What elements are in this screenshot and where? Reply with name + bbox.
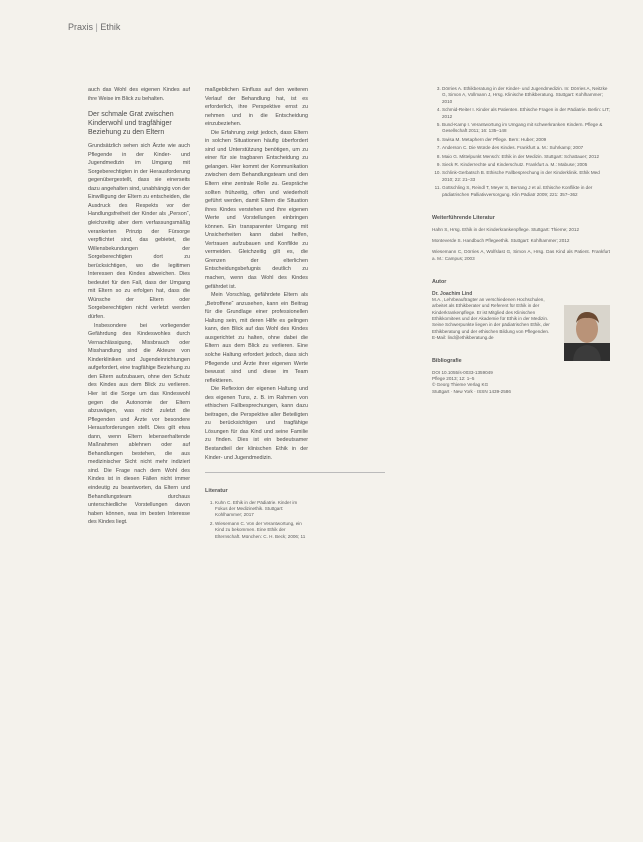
further-reading-item: Monteverde S. Handbuch Pflegeethik. Stuttgart: Kohlhammer; 2012 — [432, 238, 570, 244]
header-topic: Ethik — [100, 22, 121, 32]
bibliography-line: DOI 10.1055/s-0033-1359049 — [432, 369, 493, 375]
header-section: Praxis — [68, 22, 94, 32]
body-paragraph: Mein Vorschlag, gefährdete Eltern als „Betroffene“ anzusehen, kann ein Beitrag für die Grundlage einer professionellen Haltung sein, mit deren Hilfe es gelingen kann, den Blick auf das Wohl des Kindes ausgerichtet zu halten, ohne dabei die Eltern aus dem Blick zu verlieren. Eine solche Haltung erfordert jedoch, dass sich Pflegende und Ärzte ihrer eigenen Werte bewusst sind und diese im Team reflektieren. — [205, 292, 308, 384]
bibliography-line: © Georg Thieme Verlag KG — [432, 382, 489, 388]
literature-title: Literatur — [205, 488, 228, 495]
body-paragraph: Die Erfahrung zeigt jedoch, dass Eltern in solchen Situationen häufig überfordert sind und Unterstützung benötigen, um zu einer für sie tragbaren Entscheidung zu gelangen. Hier kommt der Kommunikation zwischen dem Behandlungsteam und den Eltern eine zentrale Rolle zu. Gespräche sollten frühzeitig, offen und wiederholt geführt werden, damit Eltern die Situation ihres Kindes verstehen und ihre eigenen Werte und Vorstellungen einbringen können. Ein transparenter Umgang mit Unsicherheiten kann dabei helfen, Vertrauen aufzubauen und Konflikte zu vermeiden. Gleichzeitig gilt es, die Grenzen der elterlichen Entscheidungsbefugnis deutlich zu machen, wenn das Wohl des Kindes gefährdet ist. — [205, 129, 308, 290]
author-text — [432, 291, 560, 341]
reference-item: 3. Dörries A. Ethikberatung in der Kinder- und Jugendmedizin. In: Dörries A, Neitzke G, Simon A, Vollmann J, Hrsg. Klinische Ethikberatung. Stuttgart: Kohlhammer; 2010 — [442, 86, 610, 105]
reference-item: 5. Bund-Kamp I. Verantwortung im Umgang mit schwerkranken Kindern. Pflege & Gesellschaft 2011; 16: 135–148 — [442, 122, 610, 135]
bibliography-line: Pflege 2013; 12: 1–5 — [432, 376, 475, 382]
body-paragraph: maßgeblichen Einfluss auf den weiteren Verlauf der Behandlung hat, ist es erforderlich, ihre Perspektive ernst zu nehmen und in die Entscheidung einzubeziehen. — [205, 87, 308, 128]
divider — [205, 472, 385, 473]
column-1 — [88, 86, 190, 527]
body-paragraph: Die Reflexion der eigenen Haltung und des eigenen Tuns, z. B. im Rahmen von ethischen Fallbesprechungen, kann dazu beitragen, die Perspektive aller Beteiligten zu berücksichtigen und tragfähige Lösungen für das Kind und seine Familie zu finden. Dies ist ein bedeutsamer Bestandteil der klinischen Ethik in der Kinder- und Jugendmedizin. — [205, 386, 308, 461]
bibliography-line: Stuttgart · New York · ISSN 1439-2586 — [432, 388, 511, 394]
reference-list-continued — [432, 86, 610, 198]
column-3 — [432, 86, 610, 395]
reference-list — [205, 500, 308, 540]
reference-item: 2. Wiesemann C. Von der Verantwortung, ein Kind zu bekommen. Eine Ethik der Elternschaft. München: C. H. Beck; 2006; 11 — [215, 521, 308, 540]
author-photo — [564, 305, 610, 361]
column-2 — [205, 86, 308, 542]
reference-item: 11. Gottschling S, Reindl T, Meyer S, Berrang J et al. Ethische Konflikte in der pädiatrischen Palliativversorgung. Klin Pädiatr 2009; 221: 357–362 — [442, 185, 610, 198]
author-block — [432, 291, 610, 341]
body-paragraph: Insbesondere bei vorliegender Gefährdung des Kindeswohles durch Vernachlässigung, Missbrauch oder Misshandlung sind die Akteure von Kinderkliniken und Jugendeinrichtungen aufgefordert, eine tragfähige Beziehung zu den Eltern aufzubauen, ohne den Schutz des Kindes aus dem Blick zu verlieren. Hier ist die Sorge um das Kindeswohl gegen die Autonomie der Eltern abzuwägen, was nicht zuletzt die Pflegenden und Ärzte vor besondere Herausforderungen stellt. Dies gilt etwa dann, wenn Eltern lebenserhaltende Maßnahmen ablehnen oder auf Behandlungen bestehen, die aus medizinischer Sicht nicht mehr indiziert sind. Die Frage nach dem Wohl des Kindes ist in diesen Fällen nicht immer eindeutig zu beantworten, da Eltern und Behandlungsteam durchaus unterschiedliche Vorstellungen davon haben können, was im besten Interesse des Kindes liegt. — [88, 322, 190, 526]
header-separator: | — [95, 22, 98, 32]
reference-item: 10. Schlink-Gerbatsch B. Ethische Fallbesprechung in der Kinderklinik. Ethik Med 2010; 22: 21–33 — [442, 170, 610, 183]
opening-paragraph: auch das Wohl des eigenen Kindes auf ihre Weise im Blick zu behalten. — [88, 87, 190, 102]
author-name: Dr. Joachim Lind — [432, 290, 473, 297]
reference-item: 9. Sieck R. Kinderrechte und Kinderschutz. Frankfurt a. M.: Mabuse; 2005 — [442, 162, 610, 168]
section-heading: Der schmale Grat zwischen Kinderwohl und tragfähiger Beziehung zu den Eltern — [88, 111, 174, 137]
author-email: E-Mail: lind@ethikberatung.de — [432, 334, 494, 340]
reference-item: 4. Schmid-Reiter I. Kinder als Patienten. Ethische Fragen in der Pädiatrie. Berlin: LIT; 2012 — [442, 107, 610, 120]
author-bio: M.A., Lehrbeauftragter an verschiedenen Hochschulen, arbeitet als Ethikberater und Referent für Ethik in der Kinderkrankenpflege. Er ist Mitglied des Klinischen Ethikkomitees und der Akademie für Ethik in der Medizin. Seine Schwerpunkte liegen in der pädiatrischen Ethik, der Ethikberatung und der ethischen Bildung von Pflegenden. — [432, 297, 550, 334]
bibliography — [432, 370, 610, 395]
body-paragraph: Grundsätzlich sehen sich Ärzte wie auch Pflegende in der Kinder- und Jugendmedizin im Umgang mit Sorgeberechtigten in der Herausforderung gegenübergestellt, dass sie einerseits dazu angehalten sind, unabhängig von der Einwilligung der Eltern zu entscheiden, die Ausdruck des Respekts vor der Handlungsfreiheit der Kinder als „Person“, gleichzeitig aber dem verfassungsmäßig verankerten Prinzip der Fürsorge verpflichtet sind, das gebietet, die Willensbekundungen der Sorgeberechtigten dort zu berücksichtigen, wo die legitimen Interessen des Kindes abweichen. Dies bedeutet für den Fall, dass der Umgang mit Eltern so zu erfolgen hat, dass die Wünsche der Eltern oder Sorgeberechtigten nicht verletzt werden dürfen. — [88, 143, 190, 321]
further-reading-list — [432, 227, 610, 263]
reference-item: 7. Anderson C. Die Würde des Kindes. Frankfurt a. M.: Suhrkamp; 2007 — [442, 145, 610, 151]
reference-item: 1. Kuhn C. Ethik in der Pädiatrie. Kinder im Fokus der Medizinethik. Stuttgart: Kohlhammer; 2017 — [215, 500, 308, 519]
further-reading-item: Wiesemann C, Dörries A, Wolfslast G, Simon A, Hrsg. Das Kind als Patient. Frankfurt a. M.: Campus; 2003 — [432, 249, 610, 261]
bibliography-title: Bibliografie — [432, 358, 462, 365]
reference-item: 8. Maio G. Mittelpunkt Mensch: Ethik in der Medizin. Stuttgart: Schattauer; 2012 — [442, 154, 610, 160]
reference-item: 6. Swisa M. Metaphern der Pflege. Bern: Huber; 2009 — [442, 137, 610, 143]
running-header — [68, 22, 120, 32]
further-reading-item: Hahn S, Hrsg. Ethik in der Kinderkrankenpflege. Stuttgart: Thieme; 2012 — [432, 226, 579, 232]
author-title: Autor — [432, 279, 447, 286]
further-reading-title: Weiterführende Literatur — [432, 215, 495, 222]
